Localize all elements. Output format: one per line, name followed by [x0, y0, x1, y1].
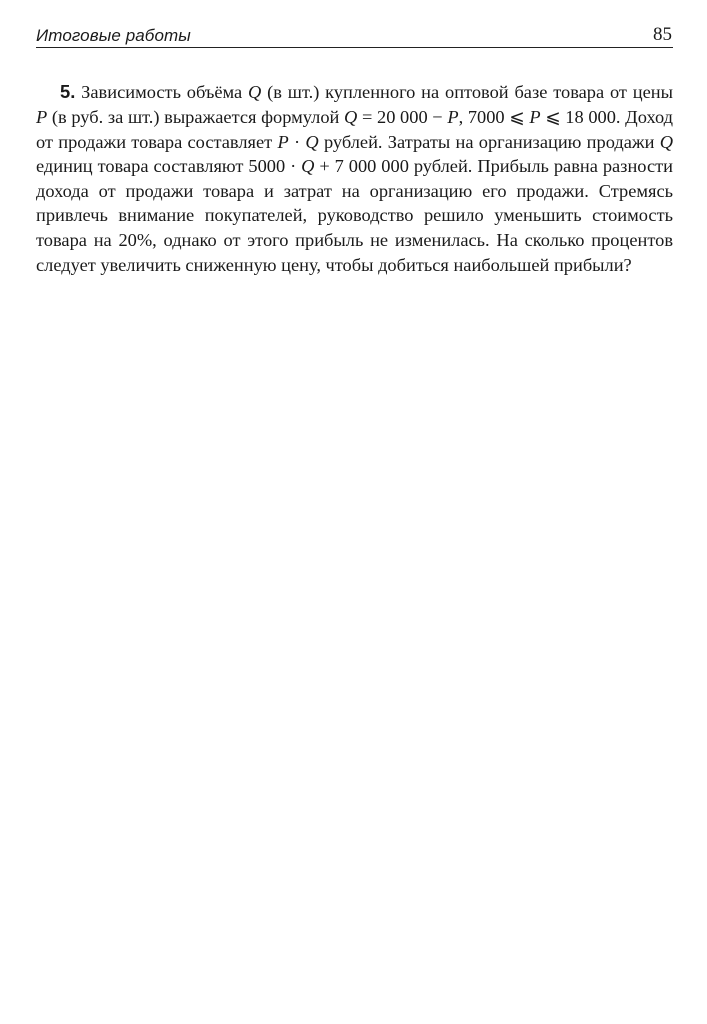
variable-p: P	[36, 106, 48, 127]
running-title: Итоговые работы	[36, 26, 191, 45]
page-number: 85	[653, 24, 672, 45]
variable-q: Q	[659, 131, 673, 152]
text-segment: (в шт.) купленного на оптовой базе товара от цены	[261, 82, 673, 103]
page-header	[36, 24, 676, 48]
text-segment: ⩽ 18 000. Доход от продажи товара составляет	[36, 106, 673, 152]
text-segment: рублей. Затраты на организацию продажи	[318, 131, 660, 152]
text-segment: = 20 000 −	[357, 106, 448, 127]
variable-p: P	[277, 131, 289, 152]
text-segment: единиц товара составляют 5000 ·	[36, 156, 302, 177]
variable-q: Q	[301, 156, 315, 177]
text-segment: ·	[288, 131, 306, 152]
problem-text	[36, 80, 673, 277]
problem-body	[36, 82, 673, 274]
variable-q: Q	[344, 106, 358, 127]
text-segment: (в руб. за шт.) выражается формулой	[47, 106, 345, 127]
text-segment: + 7 000 000 рублей. Прибыль равна разности дохода от продажи товара и затрат на организацию его продажи. Стремясь привлечь внимание покупателей, руководство решило уменьшить стоимость товара на 20%, однако от этого прибыль не изменилась. На сколько процентов следует увеличить сниженную цену, чтобы добиться наибольшей прибыли?	[36, 156, 673, 275]
variable-p: P	[447, 106, 459, 127]
variable-q: Q	[305, 131, 319, 152]
text-segment: Зависимость объёма	[81, 82, 249, 103]
problem-number: 5.	[60, 81, 76, 103]
text-segment: , 7000 ⩽	[458, 106, 530, 127]
variable-q: Q	[248, 82, 262, 103]
variable-p: P	[529, 106, 541, 127]
header-divider	[36, 47, 673, 48]
